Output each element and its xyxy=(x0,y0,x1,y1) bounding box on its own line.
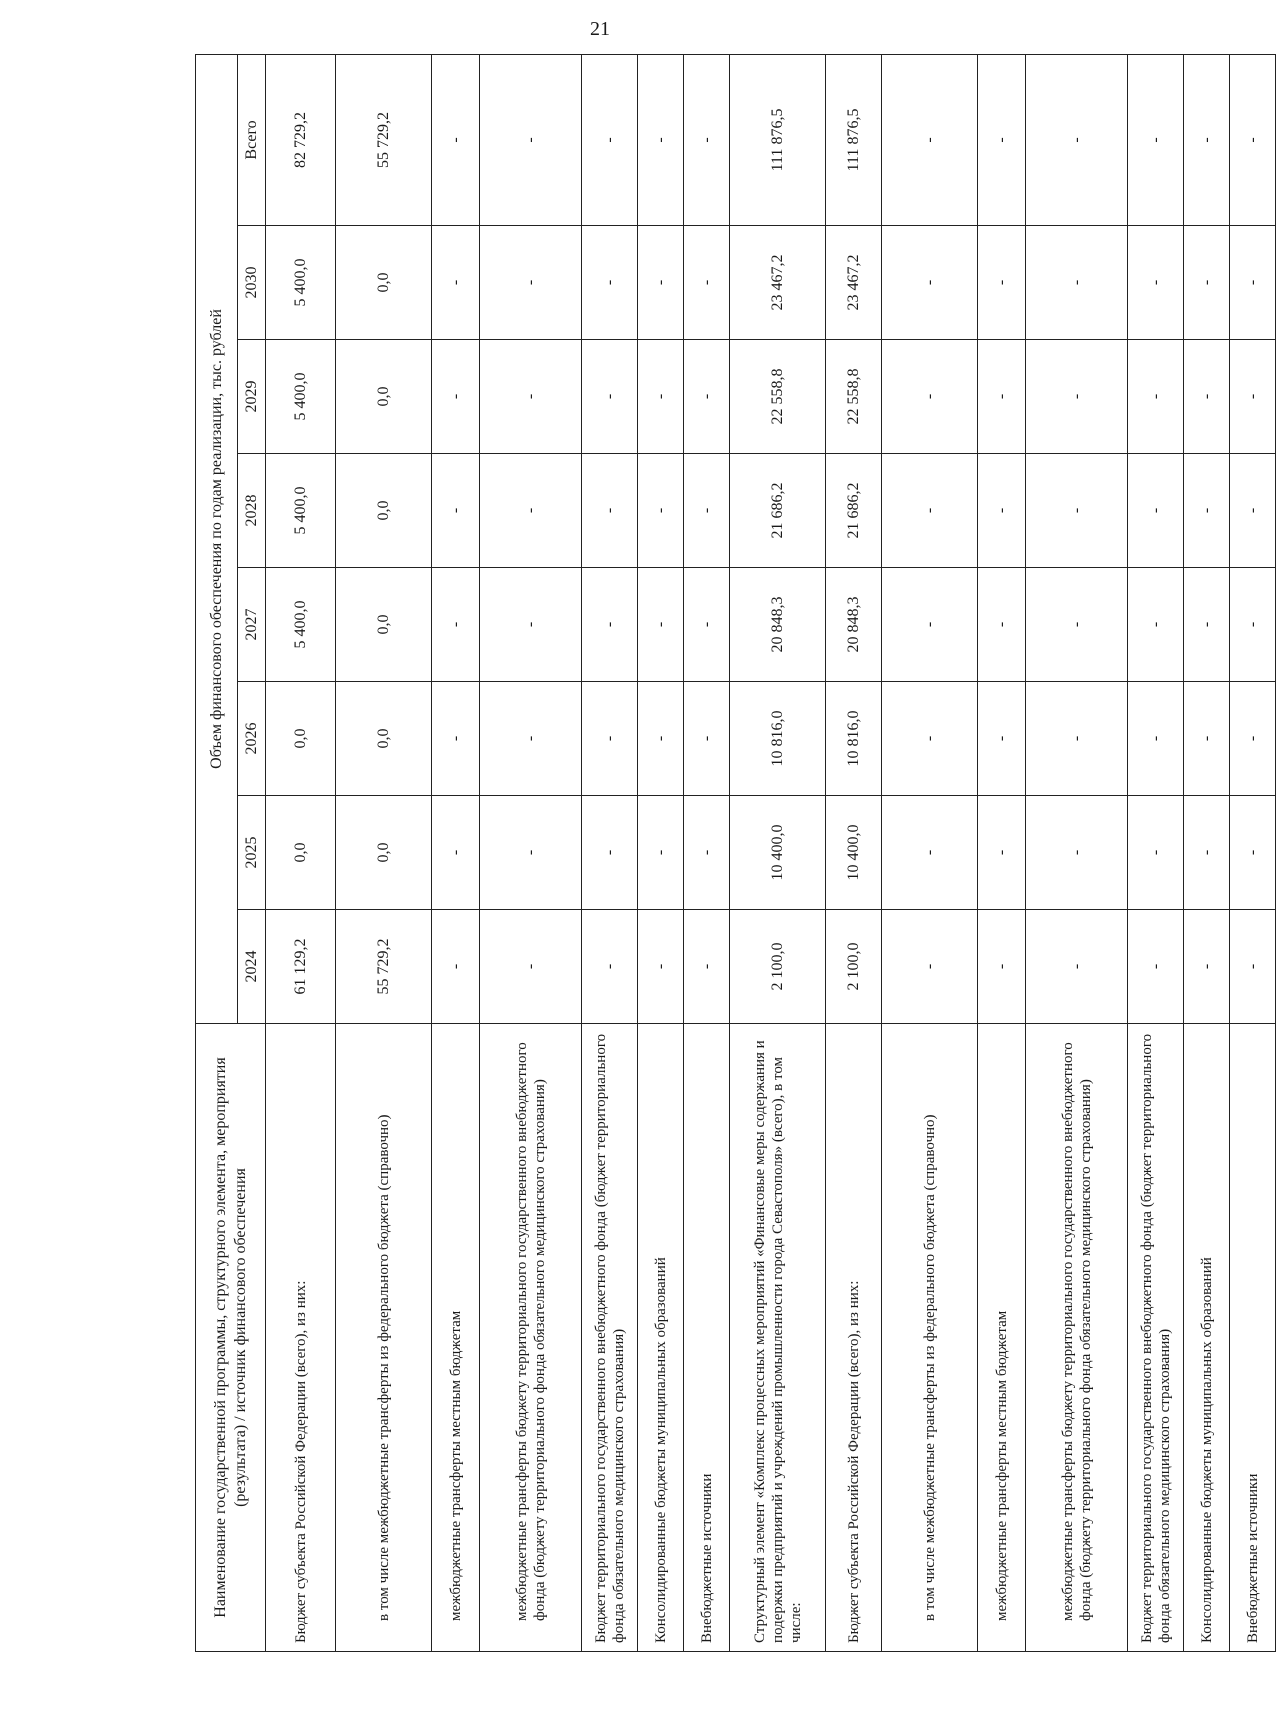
row-year-value: - xyxy=(582,454,638,568)
row-year-value: - xyxy=(978,682,1026,796)
row-source-name: в том числе межбюджетные трансферты из федерального бюджета (справочно) xyxy=(336,1024,432,1652)
row-total-value: - xyxy=(882,54,978,225)
row-year-value: - xyxy=(1230,682,1276,796)
page-number: 21 xyxy=(590,18,610,40)
table-row xyxy=(432,54,480,1651)
row-year-value: - xyxy=(432,454,480,568)
row-year-value: - xyxy=(1128,568,1184,682)
row-total-value: - xyxy=(1230,54,1276,225)
row-year-value: - xyxy=(480,796,582,910)
row-year-value: 0,0 xyxy=(336,340,432,454)
row-year-value: - xyxy=(684,454,730,568)
row-year-value: - xyxy=(638,796,684,910)
table-row xyxy=(730,54,826,1651)
table-row xyxy=(1128,54,1184,1651)
year-header: 2024 xyxy=(238,910,266,1024)
row-year-value: 20 848,3 xyxy=(826,568,882,682)
row-year-value: 21 686,2 xyxy=(826,454,882,568)
row-year-value: 22 558,8 xyxy=(730,340,826,454)
row-year-value: 5 400,0 xyxy=(266,340,336,454)
row-source-name: Консолидированные бюджеты муниципальных образований xyxy=(638,1024,684,1652)
row-year-value: - xyxy=(1184,682,1230,796)
row-total-value: 82 729,2 xyxy=(266,54,336,225)
row-source-name: Консолидированные бюджеты муниципальных образований xyxy=(1184,1024,1230,1652)
row-year-value: 0,0 xyxy=(336,226,432,340)
row-year-value: - xyxy=(1184,910,1230,1024)
row-year-value: - xyxy=(1128,682,1184,796)
row-year-value: - xyxy=(432,910,480,1024)
row-year-value: - xyxy=(582,568,638,682)
table-row xyxy=(266,54,336,1651)
row-year-value: 0,0 xyxy=(336,454,432,568)
row-year-value: - xyxy=(684,340,730,454)
table-body xyxy=(266,54,1276,1651)
row-total-value: - xyxy=(480,54,582,225)
row-year-value: - xyxy=(1230,568,1276,682)
row-year-value: - xyxy=(1230,910,1276,1024)
row-year-value: 5 400,0 xyxy=(266,226,336,340)
row-total-value: 111 876,5 xyxy=(826,54,882,225)
row-source-name: Внебюджетные источники xyxy=(1230,1024,1276,1652)
row-total-value: - xyxy=(1026,54,1128,225)
row-year-value: - xyxy=(1128,340,1184,454)
row-year-value: 0,0 xyxy=(336,796,432,910)
row-year-value: - xyxy=(1026,226,1128,340)
row-total-value: - xyxy=(684,54,730,225)
row-year-value: 23 467,2 xyxy=(826,226,882,340)
row-source-name: межбюджетные трансферты бюджету территориального государственного внебюджетного фонда (бюджету территориального фонда обязательного медицинского страхования) xyxy=(1026,1024,1128,1652)
row-year-value: - xyxy=(1026,340,1128,454)
table-row xyxy=(480,54,582,1651)
row-year-value: - xyxy=(684,226,730,340)
row-year-value: - xyxy=(480,454,582,568)
row-year-value: - xyxy=(882,796,978,910)
row-year-value: - xyxy=(1230,226,1276,340)
row-year-value: - xyxy=(1026,454,1128,568)
row-year-value: - xyxy=(1184,568,1230,682)
row-year-value: - xyxy=(638,226,684,340)
row-year-value: - xyxy=(684,796,730,910)
table-row xyxy=(684,54,730,1651)
year-header: 2026 xyxy=(238,682,266,796)
row-source-name: Бюджет территориального государственного внебюджетного фонда (бюджет территориального фонда обязательного медицинского страхования) xyxy=(1128,1024,1184,1652)
row-year-value: - xyxy=(432,568,480,682)
row-year-value: 21 686,2 xyxy=(730,454,826,568)
table-row xyxy=(826,54,882,1651)
row-year-value: - xyxy=(1184,796,1230,910)
row-year-value: - xyxy=(1230,796,1276,910)
row-year-value: - xyxy=(684,568,730,682)
row-source-name: Бюджет территориального государственного внебюджетного фонда (бюджет территориального фонда обязательного медицинского страхования) xyxy=(582,1024,638,1652)
row-year-value: - xyxy=(638,682,684,796)
row-source-name: межбюджетные трансферты местным бюджетам xyxy=(978,1024,1026,1652)
row-year-value: 23 467,2 xyxy=(730,226,826,340)
year-header: 2029 xyxy=(238,340,266,454)
financing-table xyxy=(195,54,1276,1652)
row-year-value: - xyxy=(582,340,638,454)
table-row xyxy=(1184,54,1230,1651)
row-year-value: - xyxy=(1026,796,1128,910)
row-year-value: - xyxy=(582,226,638,340)
row-year-value: - xyxy=(432,226,480,340)
row-year-value: - xyxy=(638,910,684,1024)
row-total-value: 55 729,2 xyxy=(336,54,432,225)
row-year-value: - xyxy=(1026,568,1128,682)
row-year-value: - xyxy=(1184,226,1230,340)
row-year-value: - xyxy=(882,568,978,682)
row-source-name: Бюджет субъекта Российской Федерации (всего), из них: xyxy=(826,1024,882,1652)
row-total-value: - xyxy=(978,54,1026,225)
header-row-1 xyxy=(196,54,238,1651)
row-year-value: 0,0 xyxy=(266,796,336,910)
row-year-value: - xyxy=(1128,796,1184,910)
row-total-value: - xyxy=(582,54,638,225)
row-year-value: - xyxy=(582,796,638,910)
row-year-value: - xyxy=(1184,454,1230,568)
row-year-value: 2 100,0 xyxy=(826,910,882,1024)
row-year-value: - xyxy=(1026,910,1128,1024)
row-year-value: 0,0 xyxy=(336,682,432,796)
column-header-volume: Объем финансового обеспечения по годам реализации, тыс. рублей xyxy=(196,54,238,1023)
row-source-name: межбюджетные трансферты местным бюджетам xyxy=(432,1024,480,1652)
total-header: Всего xyxy=(238,54,266,225)
row-total-value: - xyxy=(1128,54,1184,225)
row-year-value: 10 400,0 xyxy=(730,796,826,910)
row-source-name: межбюджетные трансферты бюджету территориального государственного внебюджетного фонда (бюджету территориального фонда обязательного медицинского страхования) xyxy=(480,1024,582,1652)
table-row xyxy=(582,54,638,1651)
row-year-value: - xyxy=(1128,910,1184,1024)
row-year-value: - xyxy=(480,568,582,682)
row-year-value: - xyxy=(1230,340,1276,454)
row-year-value: - xyxy=(582,682,638,796)
row-year-value: - xyxy=(1184,340,1230,454)
table-row xyxy=(336,54,432,1651)
row-year-value: 0,0 xyxy=(336,568,432,682)
row-year-value: 10 816,0 xyxy=(730,682,826,796)
table-row xyxy=(882,54,978,1651)
table-row xyxy=(1230,54,1276,1651)
row-year-value: 10 816,0 xyxy=(826,682,882,796)
row-year-value: - xyxy=(882,226,978,340)
year-header: 2030 xyxy=(238,226,266,340)
row-year-value: - xyxy=(978,910,1026,1024)
row-year-value: - xyxy=(480,226,582,340)
table-row xyxy=(1026,54,1128,1651)
row-year-value: - xyxy=(1128,454,1184,568)
row-year-value: - xyxy=(480,910,582,1024)
row-year-value: - xyxy=(882,682,978,796)
row-total-value: - xyxy=(638,54,684,225)
year-header: 2025 xyxy=(238,796,266,910)
row-year-value: - xyxy=(432,682,480,796)
column-header-name: Наименование государственной программы, структурного элемента, мероприятия (результата) / источник финансового обеспечения xyxy=(196,1024,266,1652)
row-year-value: - xyxy=(882,454,978,568)
row-year-value: - xyxy=(480,682,582,796)
row-year-value: - xyxy=(1026,682,1128,796)
row-source-name: Бюджет субъекта Российской Федерации (всего), из них: xyxy=(266,1024,336,1652)
row-year-value: 0,0 xyxy=(266,682,336,796)
table-row xyxy=(978,54,1026,1651)
row-year-value: 10 400,0 xyxy=(826,796,882,910)
rotated-table-container xyxy=(195,55,1261,1652)
row-total-value: - xyxy=(432,54,480,225)
row-year-value: - xyxy=(1128,226,1184,340)
row-year-value: - xyxy=(978,568,1026,682)
row-year-value: - xyxy=(882,340,978,454)
row-year-value: - xyxy=(684,682,730,796)
row-source-name: Структурный элемент «Комплекс процессных мероприятий «Финансовые меры содержания и подержки предприятий и учреждений промышленности города Севастополя» (всего), в том числе: xyxy=(730,1024,826,1652)
row-year-value: - xyxy=(978,454,1026,568)
row-year-value: - xyxy=(882,910,978,1024)
row-source-name: в том числе межбюджетные трансферты из федерального бюджета (справочно) xyxy=(882,1024,978,1652)
row-year-value: - xyxy=(638,454,684,568)
row-year-value: - xyxy=(978,226,1026,340)
row-year-value: 22 558,8 xyxy=(826,340,882,454)
row-year-value: - xyxy=(582,910,638,1024)
row-year-value: 20 848,3 xyxy=(730,568,826,682)
row-year-value: - xyxy=(432,796,480,910)
table-row xyxy=(638,54,684,1651)
year-header: 2027 xyxy=(238,568,266,682)
year-header: 2028 xyxy=(238,454,266,568)
row-year-value: 55 729,2 xyxy=(336,910,432,1024)
row-year-value: - xyxy=(978,340,1026,454)
row-year-value: 2 100,0 xyxy=(730,910,826,1024)
row-year-value: - xyxy=(638,568,684,682)
row-year-value: - xyxy=(432,340,480,454)
row-year-value: - xyxy=(638,340,684,454)
row-source-name: Внебюджетные источники xyxy=(684,1024,730,1652)
row-year-value: - xyxy=(480,340,582,454)
row-year-value: 61 129,2 xyxy=(266,910,336,1024)
row-year-value: - xyxy=(684,910,730,1024)
row-year-value: 5 400,0 xyxy=(266,568,336,682)
row-year-value: - xyxy=(978,796,1026,910)
row-total-value: 111 876,5 xyxy=(730,54,826,225)
row-year-value: 5 400,0 xyxy=(266,454,336,568)
row-year-value: - xyxy=(1230,454,1276,568)
row-total-value: - xyxy=(1184,54,1230,225)
